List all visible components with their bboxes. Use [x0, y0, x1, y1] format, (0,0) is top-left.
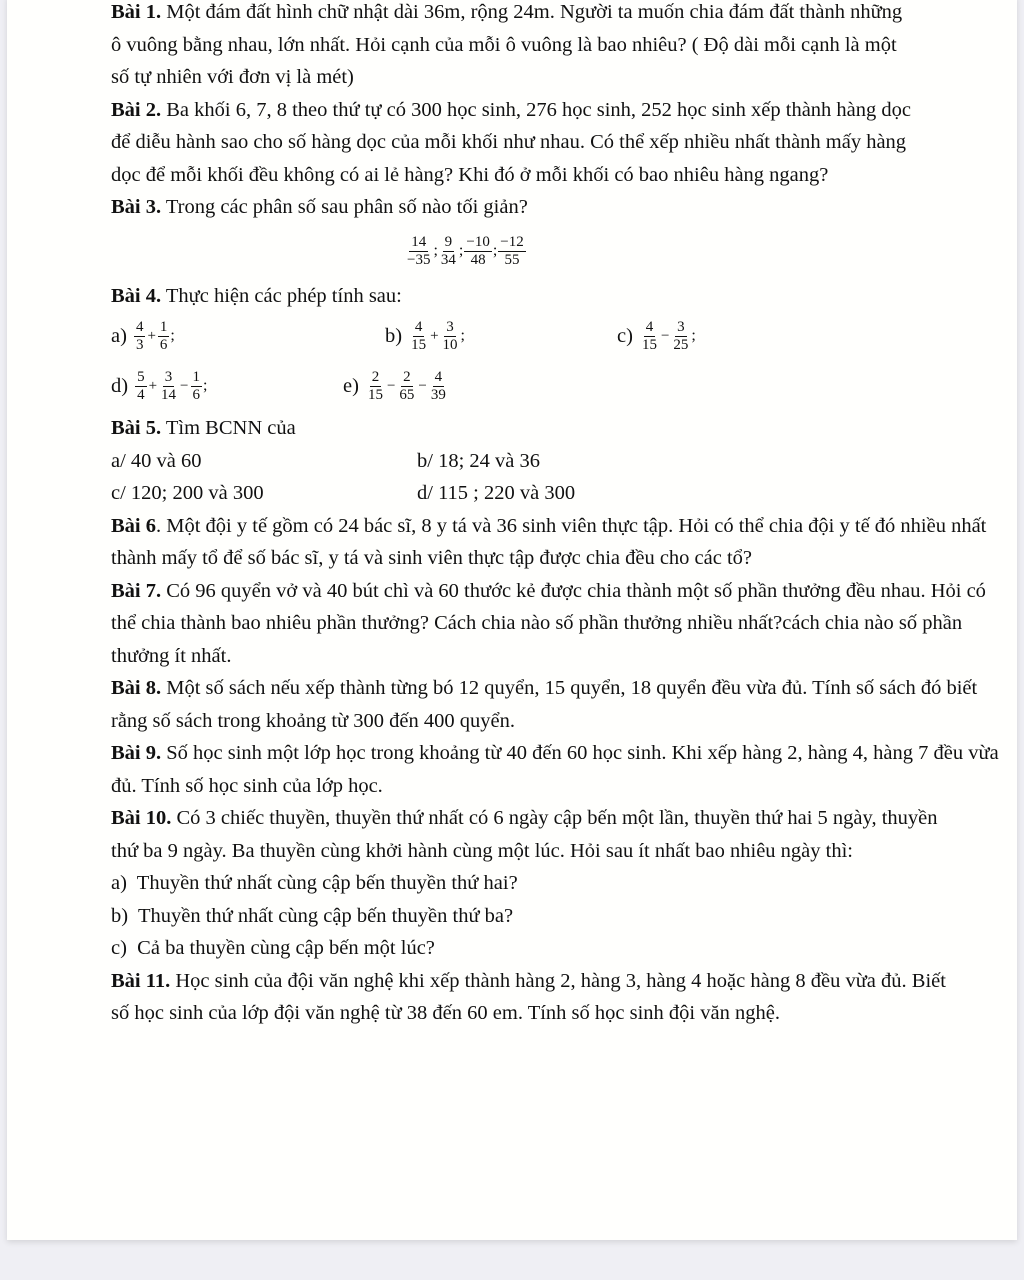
boat-question: b) Thuyền thứ nhất cùng cập bến thuyền thứ ba?: [111, 904, 514, 927]
boat-question: c) Cả ba thuyền cùng cập bến một lúc?: [111, 937, 435, 959]
exercise-1: [111, 0, 911, 94]
lcm-item: b/ 18; 24 và 36: [417, 449, 540, 472]
fraction-list: $\frac{14}{-35}$ ; $\frac{9}{34}$ ; $\frac{-10}{48}$ ; $\frac{-12}{55}$: [407, 234, 524, 268]
calc-a: a) $\frac{4}{3}$ + $\frac{1}{6}$ ;: [111, 318, 175, 353]
fraction: $\frac{4}{3}$: [135, 318, 144, 353]
exercise-label: Bài 9.: [111, 742, 162, 764]
calc-c: c) $\frac{4}{15}$ − $\frac{3}{25}$ ;: [617, 318, 696, 353]
exercise-6: [111, 510, 1001, 575]
fraction: $\frac{4}{15}$: [411, 318, 427, 353]
fraction: $\frac{1}{6}$: [159, 318, 168, 353]
calc-b: b) $\frac{4}{15}$ + $\frac{3}{10}$ ;: [385, 318, 465, 353]
exercise-text: Có 3 chiếc thuyền, thuyền thứ nhất có 6 ngày cập bến một lần, thuyền thứ hai 5 ngày, thuyền thứ ba 9 ngày. Ba thuyền cùng khởi hành cùng một lúc. Hỏi sau ít nhất bao nhiêu ngày thì:: [111, 807, 938, 862]
calc-row-1: [111, 312, 1001, 360]
exercise-label: Bài 11.: [111, 969, 171, 992]
lcm-item: d/ 115 ; 220 và 300: [417, 482, 576, 504]
exercise-text: Ba khối 6, 7, 8 theo thứ tự có 300 học sinh, 276 học sinh, 252 học sinh xếp thành hàng dọc để diễu hành sao cho số hàng dọc của mỗi khối như nhau. Có thể xếp nhiều nhất thành mấy hàng dọc để mỗi khối đều không có ai lẻ hàng? Khi đó ở mỗi khối có bao nhiêu hàng ngang?: [111, 98, 912, 186]
exercise-8: [111, 672, 1001, 737]
exercise-text: Có 96 quyển vở và 40 bút chì và 60 thước kẻ được chia thành một số phần thưởng đều nhau. Hỏi có thể chia thành bao nhiêu phần thưởng? Cách chia nào số phần thưởng nhiều nhất?cách chia nào số phần thưởng ít nhất.: [111, 579, 986, 667]
fraction: $\frac{14}{-35}$: [407, 234, 431, 268]
boat-question: a) Thuyền thứ nhất cùng cập bến thuyền thứ hai?: [111, 872, 518, 894]
fraction: $\frac{2}{15}$: [367, 368, 383, 403]
exercise-label: Bài 4.: [111, 284, 162, 307]
exercise-label: Bài 5.: [111, 417, 162, 439]
exercise-text: Số học sinh một lớp học trong khoảng từ 40 đến 60 học sinh. Khi xếp hàng 2, hàng 4, hàng 7 đều vừa đủ. Tính số học sinh của lớp học.: [111, 742, 999, 797]
fraction: $\frac{5}{4}$: [137, 368, 145, 403]
document-page: [7, 0, 1017, 1240]
exercise-text: Một số sách nếu xếp thành từng bó 12 quyển, 15 quyển, 18 quyển đều vừa đủ. Tính số sách đó biết rằng số sách trong khoảng từ 300 đến 400 quyển.: [111, 677, 978, 732]
exercise-label: Bài 1.: [111, 1, 162, 23]
fraction: $\frac{2}{65}$: [399, 368, 415, 403]
exercise-4: [111, 280, 1001, 313]
exercise-label: Bài 8.: [111, 677, 162, 699]
exercise-7: [111, 575, 1003, 673]
exercise-3: [111, 191, 1001, 224]
lcm-row-1: [111, 445, 1001, 478]
lcm-item: a/ 40 và 60: [111, 449, 202, 472]
lcm-item: c/ 120; 200 và 300: [111, 482, 264, 504]
exercise-5: [111, 412, 1001, 445]
exercise-9: [111, 737, 1001, 802]
exercise-text: Thực hiện các phép tính sau:: [161, 284, 402, 307]
exercise-label: Bài 7.: [111, 579, 162, 602]
exercise-label: Bài 3.: [111, 196, 162, 218]
fraction: $\frac{4}{15}$: [641, 318, 657, 353]
exercise-text: Học sinh của đội văn nghệ khi xếp thành hàng 2, hàng 3, hàng 4 hoặc hàng 8 đều vừa đủ. Biết số học sinh của lớp đội văn nghệ từ 38 đến 60 em. Tính số học sinh đội văn nghệ.: [111, 969, 946, 1024]
exercise-label: Bài 6: [111, 514, 156, 537]
fraction: $\frac{-10}{48}$: [466, 234, 490, 268]
document-content: [111, 0, 1001, 1030]
fraction: $\frac{3}{14}$: [161, 368, 177, 403]
exercise-label: Bài 10.: [111, 807, 172, 829]
lcm-row-2: [111, 477, 1001, 510]
exercise-text: . Một đội y tế gồm có 24 bác sĩ, 8 y tá và 36 sinh viên thực tập. Hỏi có thể chia đội y tế đó nhiều nhất thành mấy tổ để số bác sĩ, y tá và sinh viên thực tập được chia đều cho các tổ?: [111, 514, 987, 569]
fraction: $\frac{4}{39}$: [430, 368, 446, 403]
fraction: $\frac{9}{34}$: [440, 234, 456, 268]
calc-d: d) $\frac{5}{4}$ + $\frac{3}{14}$ − $\frac{1}{6}$ ;: [111, 368, 208, 403]
exercise-10: [111, 802, 941, 867]
calc-row-2: [111, 360, 1001, 412]
exercise-label: Bài 2.: [111, 98, 162, 121]
fraction: $\frac{3}{10}$: [442, 318, 458, 353]
exercise-11: [111, 965, 951, 1030]
exercise-text: Tìm BCNN của: [161, 417, 296, 439]
fraction: $\frac{3}{25}$: [673, 318, 689, 353]
exercise-2: [111, 94, 923, 192]
exercise-text: Trong các phân số sau phân số nào tối giản?: [161, 196, 528, 218]
fraction: $\frac{-12}{55}$: [500, 234, 524, 268]
exercise-text: Một đám đất hình chữ nhật dài 36m, rộng 24m. Người ta muốn chia đám đất thành những ô vuông bằng nhau, lớn nhất. Hỏi cạnh của mỗi ô vuông là bao nhiêu? ( Độ dài mỗi cạnh là một số tự nhiên với đơn vị là mét): [111, 1, 903, 88]
calc-e: e) $\frac{2}{15}$ − $\frac{2}{65}$ − $\frac{4}{39}$: [343, 368, 446, 403]
fraction: $\frac{1}{6}$: [192, 368, 201, 403]
